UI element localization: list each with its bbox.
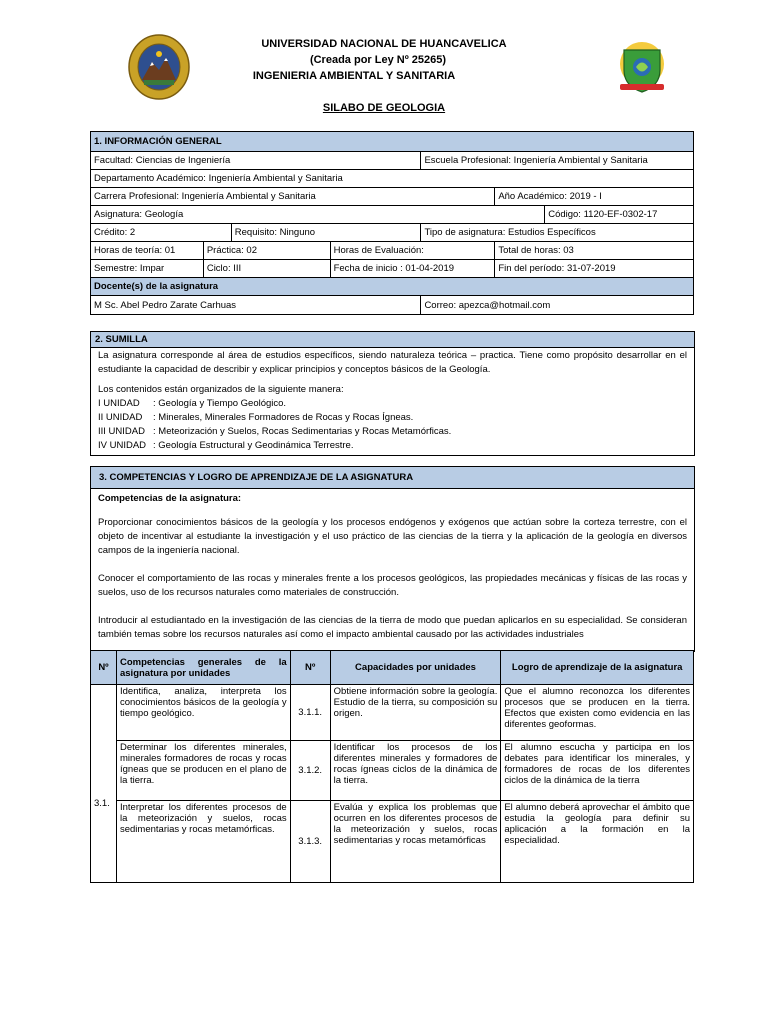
section1-header: 1. INFORMACIÓN GENERAL xyxy=(91,132,694,152)
school-name: INGENIERIA AMBIENTAL Y SANITARIA xyxy=(252,70,456,82)
achievement-cell: Que el alumno reconozca los diferentes procesos que se producen en la tierra. Efectos que existen como evidencia en las diferentes geoformas. xyxy=(501,685,694,741)
start-date-cell: Fecha de inicio : 01-04-2019 xyxy=(330,260,495,278)
table-row xyxy=(91,741,694,801)
competencies-table xyxy=(90,650,694,883)
capacity-number-cell: 3.1.2. xyxy=(290,741,330,801)
cycle-cell: Ciclo: III xyxy=(203,260,330,278)
practice-cell: Práctica: 02 xyxy=(203,242,330,260)
university-name: UNIVERSIDAD NACIONAL DE HUANCAVELICA xyxy=(261,38,507,50)
header-number-2: Nº xyxy=(290,651,330,685)
competencies-header: 3. COMPETENCIAS Y LOGRO DE APRENDIZAJE DE LA ASIGNATURA xyxy=(91,467,694,489)
end-date-cell: Fin del período: 31-07-2019 xyxy=(495,260,694,278)
evaluation-hours-cell: Horas de Evaluación: xyxy=(330,242,495,260)
competency-paragraph-2: Conocer el comportamiento de las rocas y minerales frente a los procesos geológicos, las propiedades mecánicas y físicas de las rocas y suelos, uso de los recursos naturales como materiales de construcción. xyxy=(98,573,687,598)
capacity-cell: Evalúa y explica los problemas que ocurren en los diferentes procesos de la meteorización y suelos, rocas sedimentarias y rocas metamórficas xyxy=(330,801,501,883)
academic-year-cell: Año Académico: 2019 - I xyxy=(495,188,694,206)
unit-text: : Meteorización y Suelos, Rocas Sedimentarias y Rocas Metamórficas. xyxy=(153,426,452,437)
unit-label: III UNIDAD xyxy=(98,426,145,437)
summary-section xyxy=(90,331,695,456)
requirement-cell: Requisito: Ninguno xyxy=(231,224,421,242)
competency-paragraph-3: Introducir al estudiantado en la investigación de las ciencias de la tierra de modo que puedan aplicarlos en su especialidad. Se consideran también temas sobre los recursos naturales así como el impacto ambiental causado por las actividades industriales xyxy=(98,615,687,640)
semester-cell: Semestre: Impar xyxy=(91,260,204,278)
unit-text: : Minerales, Minerales Formadores de Rocas y Rocas Ígneas. xyxy=(153,412,414,423)
capacity-cell: Identificar los procesos de los diferentes minerales y formadores de rocas ígneas ciclos de la dinámica de la tierra. xyxy=(330,741,501,801)
competencies-subtitle: Competencias de la asignatura: xyxy=(98,493,242,504)
unit-text: : Geología y Tiempo Geológico. xyxy=(153,398,287,409)
achievement-cell: El alumno escucha y participa en los debates para identificar los minerales, y formadores de rocas de los diferentes ciclos de la dinámica de la tierra xyxy=(501,741,694,801)
unit-item xyxy=(91,425,694,439)
general-info-table xyxy=(90,131,694,315)
capacity-number-cell: 3.1.3. xyxy=(290,801,330,883)
group-number-cell: 3.1. xyxy=(91,685,117,883)
unit-text: : Geología Estructural y Geodinámica Terrestre. xyxy=(153,440,354,451)
subject-cell: Asignatura: Geología xyxy=(91,206,545,224)
header-competencies: Competencias generales de la asignatura por unidades xyxy=(116,651,290,685)
unit-label: IV UNIDAD xyxy=(98,440,147,451)
header-number: Nº xyxy=(91,651,117,685)
header-capacities: Capacidades por unidades xyxy=(330,651,501,685)
competencies-section xyxy=(90,466,695,652)
competency-cell: Determinar los diferentes minerales, minerales formadores de rocas y rocas ígneas que se producen en el plano de la tierra. xyxy=(116,741,290,801)
summary-intro: Los contenidos están organizados de la siguiente manera: xyxy=(98,384,344,395)
faculty-cell: Facultad: Ciencias de Ingeniería xyxy=(91,152,421,170)
competency-cell: Interpretar los diferentes procesos de la meteorización y suelos, rocas sedimentarias y rocas metamórficas. xyxy=(116,801,290,883)
department-cell: Departamento Académico: Ingeniería Ambiental y Sanitaria xyxy=(91,170,694,188)
achievement-cell: El alumno deberá aprovechar el ámbito que estudia la geología para definir su aplicación a la formación en la especialidad. xyxy=(501,801,694,883)
capacity-number-cell: 3.1.1. xyxy=(290,685,330,741)
summary-header: 2. SUMILLA xyxy=(91,332,694,348)
credit-cell: Crédito: 2 xyxy=(91,224,232,242)
theory-hours-cell: Horas de teoría: 01 xyxy=(91,242,204,260)
table-row xyxy=(91,685,694,741)
teacher-email-cell: Correo: apezca@hotmail.com xyxy=(421,296,694,315)
unit-label: I UNIDAD xyxy=(98,398,140,409)
creation-law: (Creada por Ley Nº 25265) xyxy=(309,54,447,66)
competency-cell: Identifica, analiza, interpreta los conocimientos básicos de la geología y tiempo geológico. xyxy=(116,685,290,741)
total-hours-cell: Total de horas: 03 xyxy=(495,242,694,260)
summary-paragraph: La asignatura corresponde al área de estudios específicos, siendo naturaleza teórica – practica. Tiene como propósito desarrollar en el estudiante la capacidad de describir y explicar principios y conceptos básicos de la Geología. xyxy=(98,350,687,375)
competency-paragraph-1: Proporcionar conocimientos básicos de la geología y los procesos endógenos y exógenos que actúan sobre la corteza terrestre, con el objeto de incentivar al estudiante la investigación y el uso práctico de las ciencias de la tierra y la aplicación de la geología en diversos campos de la ingeniería nacional. xyxy=(98,517,687,556)
header-achievement: Logro de aprendizaje de la asignatura xyxy=(501,651,694,685)
unit-item xyxy=(91,439,694,453)
school-cell: Escuela Profesional: Ingeniería Ambiental y Sanitaria xyxy=(421,152,694,170)
unit-label: II UNIDAD xyxy=(98,412,143,423)
teacher-header: Docente(s) de la asignatura xyxy=(91,278,694,296)
unit-item xyxy=(91,397,694,411)
unit-item xyxy=(91,411,694,425)
career-cell: Carrera Profesional: Ingeniería Ambiental y Sanitaria xyxy=(91,188,495,206)
table-row xyxy=(91,801,694,883)
teacher-name-cell: M Sc. Abel Pedro Zarate Carhuas xyxy=(91,296,421,315)
capacity-cell: Obtiene información sobre la geología. Estudio de la tierra, su composición su origen. xyxy=(330,685,501,741)
code-cell: Código: 1120-EF-0302-17 xyxy=(545,206,694,224)
document-title: SILABO DE GEOLOGIA xyxy=(322,102,446,114)
subject-type-cell: Tipo de asignatura: Estudios Específicos xyxy=(421,224,694,242)
